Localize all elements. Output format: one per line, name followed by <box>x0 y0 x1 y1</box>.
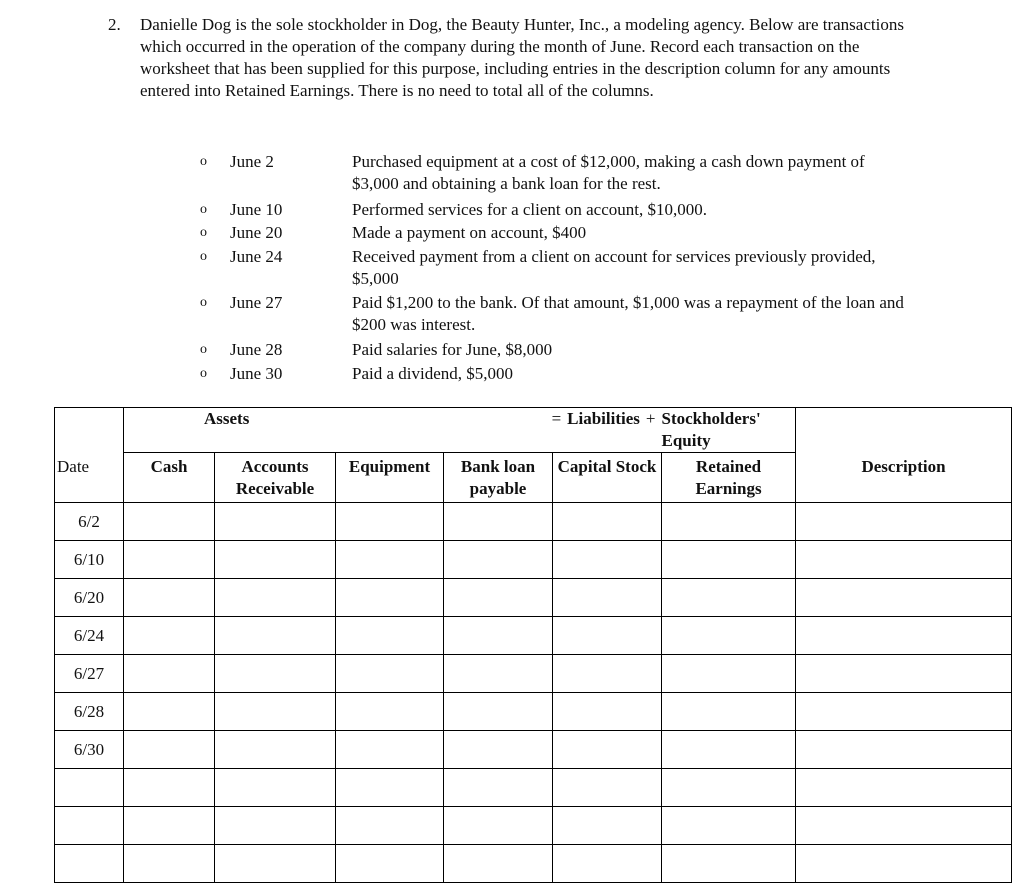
retained-earnings-cell[interactable] <box>662 693 796 731</box>
transaction-description: Paid a dividend, $5,000 <box>352 364 514 383</box>
bank-loan-payable-cell[interactable] <box>444 693 553 731</box>
retained-earnings-cell[interactable] <box>662 503 796 541</box>
retained-earnings-cell[interactable] <box>662 579 796 617</box>
equipment-cell[interactable] <box>336 655 444 693</box>
equipment-column-header: Equipment <box>336 453 444 503</box>
problem-paragraph: Danielle Dog is the sole stockholder in Dog, the Beauty Hunter, Inc., a modeling agency. Below are transactions which occurred in the operation of the company during the month of June. Record each transaction on the worksheet that has been supplied for this purpose, including entries in the description column for any amounts entered into Retained Earnings. There is no need to total all of the columns. <box>140 15 904 100</box>
transaction-date: June 10 <box>230 200 283 219</box>
equipment-cell[interactable] <box>336 617 444 655</box>
retained-earnings-cell[interactable] <box>662 541 796 579</box>
equipment-cell[interactable] <box>336 731 444 769</box>
description-cell[interactable] <box>796 807 1012 845</box>
description-cell[interactable] <box>796 579 1012 617</box>
description-column-header: Description <box>796 453 1012 503</box>
retained-earnings-cell[interactable] <box>662 655 796 693</box>
retained-earnings-cell[interactable] <box>662 769 796 807</box>
date-column-header: Date <box>55 453 124 503</box>
table-row <box>55 579 1012 617</box>
accounts-receivable-cell[interactable] <box>215 655 336 693</box>
bank-loan-payable-cell[interactable] <box>444 503 553 541</box>
accounting-equation-header <box>124 408 796 453</box>
date-cell: 6/28 <box>55 693 124 731</box>
bank-loan-payable-cell[interactable] <box>444 731 553 769</box>
capital-stock-cell[interactable] <box>553 845 662 883</box>
table-row <box>55 693 1012 731</box>
equity-header: Stockholders' Equity <box>661 409 761 450</box>
bank-loan-payable-cell[interactable] <box>444 845 553 883</box>
table-row <box>55 541 1012 579</box>
bank-loan-payable-cell[interactable] <box>444 579 553 617</box>
plus-sign: + <box>645 409 656 428</box>
accounts-receivable-cell[interactable] <box>215 693 336 731</box>
transaction-date: June 20 <box>230 223 283 242</box>
transaction-description: Purchased equipment at a cost of $12,000, making a cash down payment of $3,000 and obtaining a bank loan for the rest. <box>352 152 865 193</box>
capital-stock-cell[interactable] <box>553 541 662 579</box>
equipment-cell[interactable] <box>336 503 444 541</box>
retained-earnings-cell[interactable] <box>662 807 796 845</box>
bank-loan-payable-cell[interactable] <box>444 655 553 693</box>
equipment-cell[interactable] <box>336 541 444 579</box>
accounts-receivable-cell[interactable] <box>215 807 336 845</box>
bullet-icon: o <box>200 225 207 240</box>
column-header-row <box>55 453 1012 503</box>
equipment-cell[interactable] <box>336 579 444 617</box>
transaction-date: June 2 <box>230 152 274 171</box>
accounts-receivable-cell[interactable] <box>215 731 336 769</box>
cash-cell[interactable] <box>124 807 215 845</box>
capital-stock-cell[interactable] <box>553 503 662 541</box>
bullet-icon: o <box>200 342 207 357</box>
date-cell: 6/10 <box>55 541 124 579</box>
bank-loan-payable-cell[interactable] <box>444 807 553 845</box>
problem-number: 2. <box>108 15 121 34</box>
description-cell[interactable] <box>796 655 1012 693</box>
transaction-date: June 24 <box>230 247 283 266</box>
bullet-icon: o <box>200 249 207 264</box>
cash-cell[interactable] <box>124 845 215 883</box>
accounts-receivable-column-header: Accounts Receivable <box>215 453 336 503</box>
accounts-receivable-cell[interactable] <box>215 617 336 655</box>
cash-cell[interactable] <box>124 655 215 693</box>
bullet-icon: o <box>200 202 207 217</box>
cash-cell[interactable] <box>124 503 215 541</box>
description-cell[interactable] <box>796 693 1012 731</box>
assets-header: Assets <box>204 409 250 428</box>
table-row <box>55 807 1012 845</box>
cash-cell[interactable] <box>124 617 215 655</box>
date-cell: 6/24 <box>55 617 124 655</box>
table-row <box>55 503 1012 541</box>
bullet-icon: o <box>200 366 207 381</box>
transaction-date: June 27 <box>230 293 283 312</box>
capital-stock-cell[interactable] <box>553 731 662 769</box>
cash-cell[interactable] <box>124 731 215 769</box>
transaction-date: June 30 <box>230 364 283 383</box>
description-cell[interactable] <box>796 769 1012 807</box>
transaction-date: June 28 <box>230 340 283 359</box>
bank-loan-payable-column-header: Bank loan payable <box>444 453 553 503</box>
bank-loan-payable-cell[interactable] <box>444 617 553 655</box>
cash-cell[interactable] <box>124 769 215 807</box>
accounts-receivable-cell[interactable] <box>215 769 336 807</box>
group-header-row <box>55 408 1012 453</box>
date-cell[interactable] <box>55 807 124 845</box>
transaction-description: Paid salaries for June, $8,000 <box>352 340 553 359</box>
table-row <box>55 845 1012 883</box>
date-cell[interactable] <box>55 845 124 883</box>
cash-cell[interactable] <box>124 693 215 731</box>
cash-column-header: Cash <box>124 453 215 503</box>
capital-stock-column-header: Capital Stock <box>553 453 662 503</box>
capital-stock-cell[interactable] <box>553 807 662 845</box>
equipment-cell[interactable] <box>336 845 444 883</box>
date-cell: 6/2 <box>55 503 124 541</box>
capital-stock-cell[interactable] <box>553 617 662 655</box>
equipment-cell[interactable] <box>336 769 444 807</box>
cash-cell[interactable] <box>124 579 215 617</box>
capital-stock-cell[interactable] <box>553 769 662 807</box>
description-cell[interactable] <box>796 845 1012 883</box>
table-row <box>55 731 1012 769</box>
description-cell[interactable] <box>796 617 1012 655</box>
transaction-list <box>0 0 1024 400</box>
capital-stock-cell[interactable] <box>553 655 662 693</box>
accounts-receivable-cell[interactable] <box>215 503 336 541</box>
transaction-description: Received payment from a client on account for services previously provided, $5,000 <box>352 247 876 288</box>
transaction-description: Made a payment on account, $400 <box>352 223 587 242</box>
accounts-receivable-cell[interactable] <box>215 541 336 579</box>
bullet-icon: o <box>200 154 207 169</box>
equipment-cell[interactable] <box>336 807 444 845</box>
description-cell[interactable] <box>796 503 1012 541</box>
retained-earnings-cell[interactable] <box>662 617 796 655</box>
worksheet-table <box>54 407 1012 883</box>
accounts-receivable-cell[interactable] <box>215 845 336 883</box>
capital-stock-cell[interactable] <box>553 693 662 731</box>
capital-stock-cell[interactable] <box>553 579 662 617</box>
bank-loan-payable-cell[interactable] <box>444 541 553 579</box>
description-cell[interactable] <box>796 541 1012 579</box>
transaction-description: Performed services for a client on account, $10,000. <box>352 200 707 219</box>
liabilities-header: Liabilities <box>567 409 640 428</box>
date-cell: 6/30 <box>55 731 124 769</box>
equipment-cell[interactable] <box>336 693 444 731</box>
equals-sign: = <box>551 409 562 428</box>
date-cell: 6/20 <box>55 579 124 617</box>
date-cell: 6/27 <box>55 655 124 693</box>
bullet-icon: o <box>200 295 207 310</box>
date-cell[interactable] <box>55 769 124 807</box>
table-row <box>55 655 1012 693</box>
table-row <box>55 769 1012 807</box>
table-row <box>55 617 1012 655</box>
cash-cell[interactable] <box>124 541 215 579</box>
accounts-receivable-cell[interactable] <box>215 579 336 617</box>
description-cell[interactable] <box>796 731 1012 769</box>
transaction-description: Paid $1,200 to the bank. Of that amount, $1,000 was a repayment of the loan and $200 was interest. <box>352 293 904 334</box>
bank-loan-payable-cell[interactable] <box>444 769 553 807</box>
retained-earnings-cell[interactable] <box>662 731 796 769</box>
retained-earnings-cell[interactable] <box>662 845 796 883</box>
retained-earnings-column-header: Retained Earnings <box>662 453 796 503</box>
